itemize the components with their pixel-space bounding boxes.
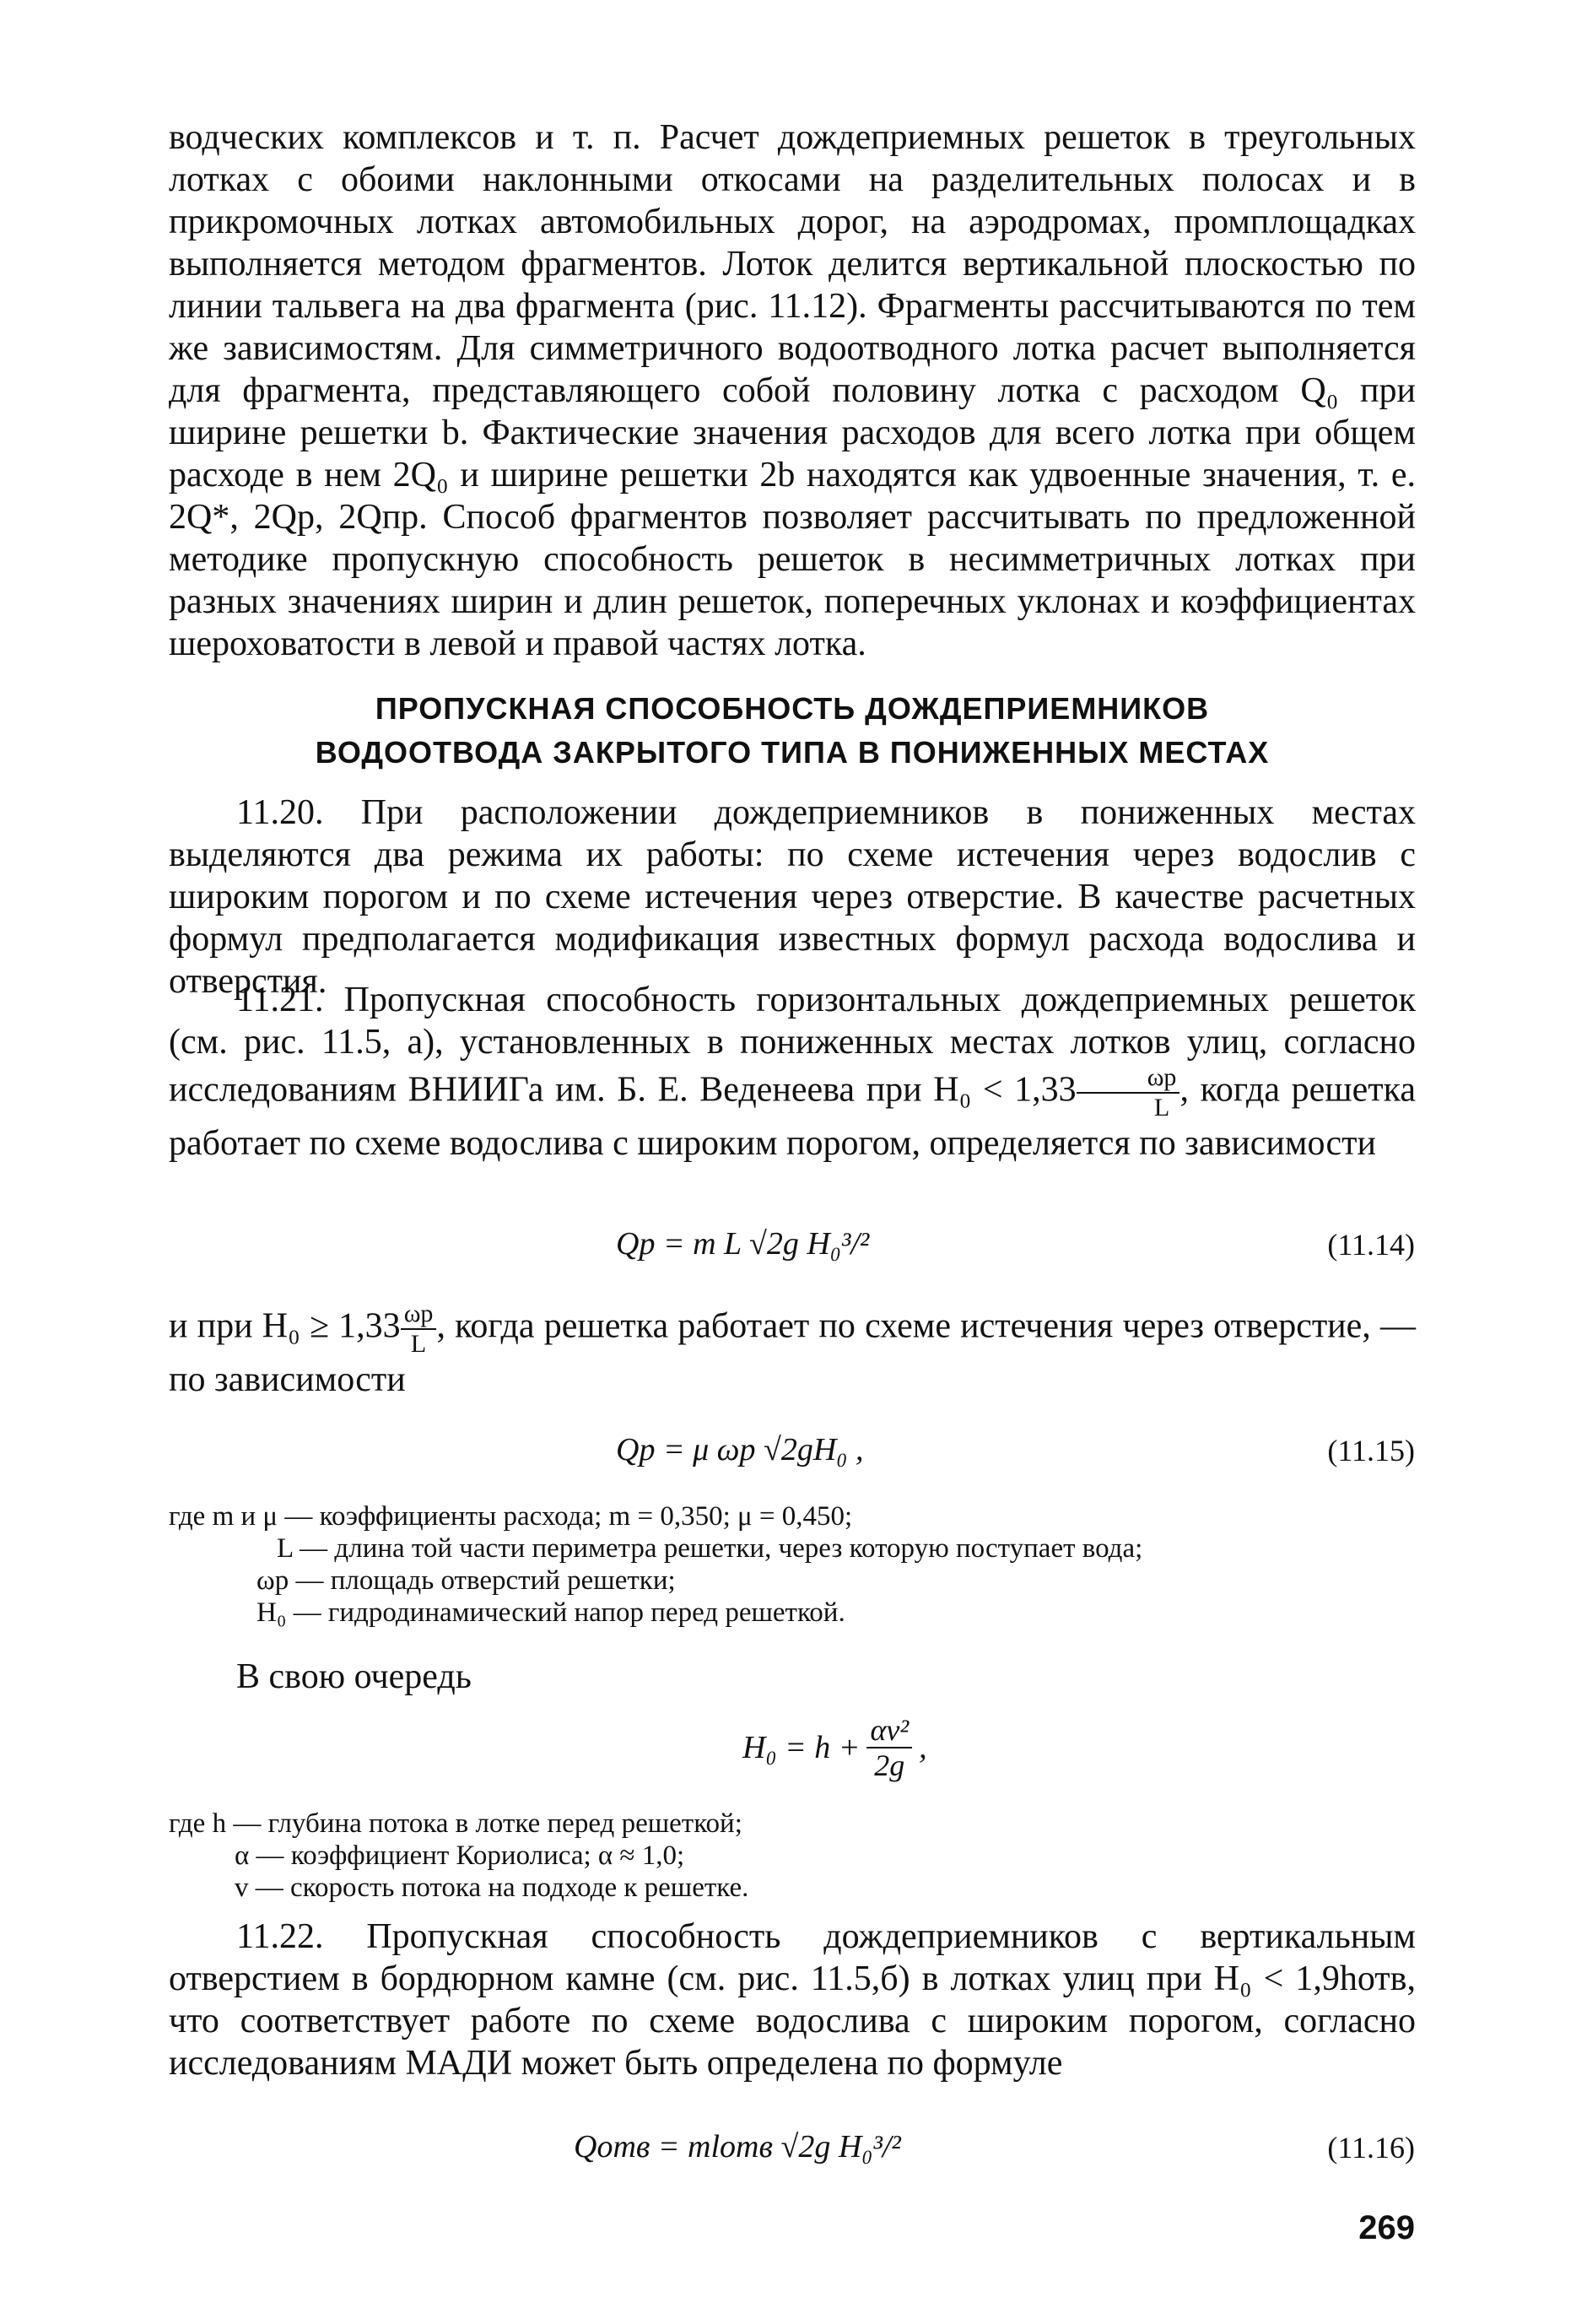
- in-turn-text: В свою очередь: [236, 1657, 472, 1696]
- definition-m-mu: где m и μ — коэффициенты расхода; m = 0,350; μ = 0,450;: [169, 1501, 853, 1532]
- formula-h0: [742, 1713, 927, 1782]
- section-heading-line-2: ВОДООТВОДА ЗАКРЫТОГО ТИПА В ПОНИЖЕННЫХ МЕСТАХ: [315, 735, 1270, 770]
- paragraph-11-21: [169, 979, 1416, 1165]
- formula-11-14: Qр = m L √2g H₀³/²: [616, 1226, 870, 1262]
- definitions-list-2: [169, 1808, 1416, 1904]
- equation-number-11-16: (11.16): [1327, 2131, 1415, 2165]
- equation-number-11-14: (11.14): [1327, 1228, 1415, 1262]
- definition-omega: ωр — площадь отверстий решетки;: [256, 1565, 676, 1596]
- definition-L: L — длина той части периметра решетки, через которую поступает вода;: [277, 1533, 1143, 1564]
- definition-alpha: α — коэффициент Кориолиса; α ≈ 1,0;: [235, 1840, 685, 1871]
- formula-11-16: Qотв = mlотв √2g H₀³/²: [574, 2129, 901, 2165]
- formula-h0-fraction: $\frac{\text{αv²}}{2g}$: [866, 1713, 912, 1782]
- paragraph-between-text-a: и при H₀ ≥ 1,33: [169, 1306, 401, 1346]
- intro-paragraph: водческих комплексов и т. п. Расчет дождеприемных решеток в треугольных лотках с обоими наклонными откосами на разделительных полосах и в прикромочных лотках автомобильных дорог, на аэродромах, промплощадках выполняется методом фрагментов. Лоток делится вертикальной плоскостью по линии тальвега на два фрагмента (рис. 11.12). Фрагменты рассчитываются по тем же зависимостям. Для симметричного водоотводного лотка расчет выполняется для фрагмента, представляющего собой половину лотка с расходом Q₀ при ширине решетки b. Фактические значения расходов для всего лотка при общем расходе в нем 2Q₀ и ширине решетки 2b находятся как удвоенные значения, т. е. 2Q*, 2Qр, 2Qпр. Способ фрагментов позволяет рассчитывать по предложенной методике пропускную способность решеток в несимметричных лотках при разных значениях ширин и длин решеток, поперечных уклонах и коэффициентах шероховатости в левой и правой частях лотка.: [169, 118, 1416, 663]
- definition-v: v — скорость потока на подходе к решетке.: [235, 1873, 749, 1903]
- paragraph-11-20: 11.20. При расположении дождеприемников в пониженных местах выделяются два режима их работы: по схеме истечения через водослив с широким порогом и по схеме истечения через отверстие. В качестве расчетных формул предполагается модификация известных формул расхода водослива и отверстия.: [169, 793, 1416, 1001]
- section-heading: [169, 687, 1416, 775]
- definition-h: где h — глубина потока в лотке перед решеткой;: [169, 1808, 742, 1839]
- equation-number-11-15: (11.15): [1327, 1434, 1415, 1467]
- formula-11-15: Qр = μ ωр √2gH₀ ,: [616, 1432, 864, 1467]
- definitions-list-1: [169, 1500, 1416, 1629]
- section-heading-line-1: ПРОПУСКНАЯ СПОСОБНОСТЬ ДОЖДЕПРИЕМНИКОВ: [375, 691, 1210, 726]
- definition-H0: H₀ — гидродинамический напор перед решеткой.: [256, 1597, 845, 1628]
- formula-h0-tail: ,: [919, 1730, 927, 1765]
- fraction-omega-over-L-2: $\frac{\omega р}{L}$: [401, 1300, 437, 1359]
- paragraph-11-21-text-a: 11.21. Пропускная способность горизонтальных дождеприемных решеток (см. рис. 11.5, а), установленных в пониженных местах лотков улиц, согласно исследованиям ВНИИГа им. Б. Е. Веденеева при H₀ < 1,33: [169, 981, 1416, 1110]
- paragraph-between-formulas: [169, 1300, 1416, 1401]
- fraction-omega-over-L: $\frac{\omega р}{L}$: [1077, 1063, 1180, 1122]
- page-number: 269: [1358, 2209, 1415, 2246]
- paragraph-between-text-b: , когда решетка работает по схеме истечения через отверстие, — по зависимости: [169, 1306, 1416, 1399]
- formula-h0-lhs: H₀ = h +: [742, 1730, 861, 1765]
- paragraph-11-21-text-b: , когда решетка работает по схеме водослива с широким порогом, определяется по зависимости: [169, 1070, 1416, 1163]
- paragraph-11-22: 11.22. Пропускная способность дождеприемников с вертикальным отверстием в бордюрном камне (см. рис. 11.5,б) в лотках улиц при H₀ < 1,9hотв, что соответствует работе по схеме водослива с широким порогом, согласно исследованиям МАДИ может быть определена по формуле: [169, 1917, 1416, 2083]
